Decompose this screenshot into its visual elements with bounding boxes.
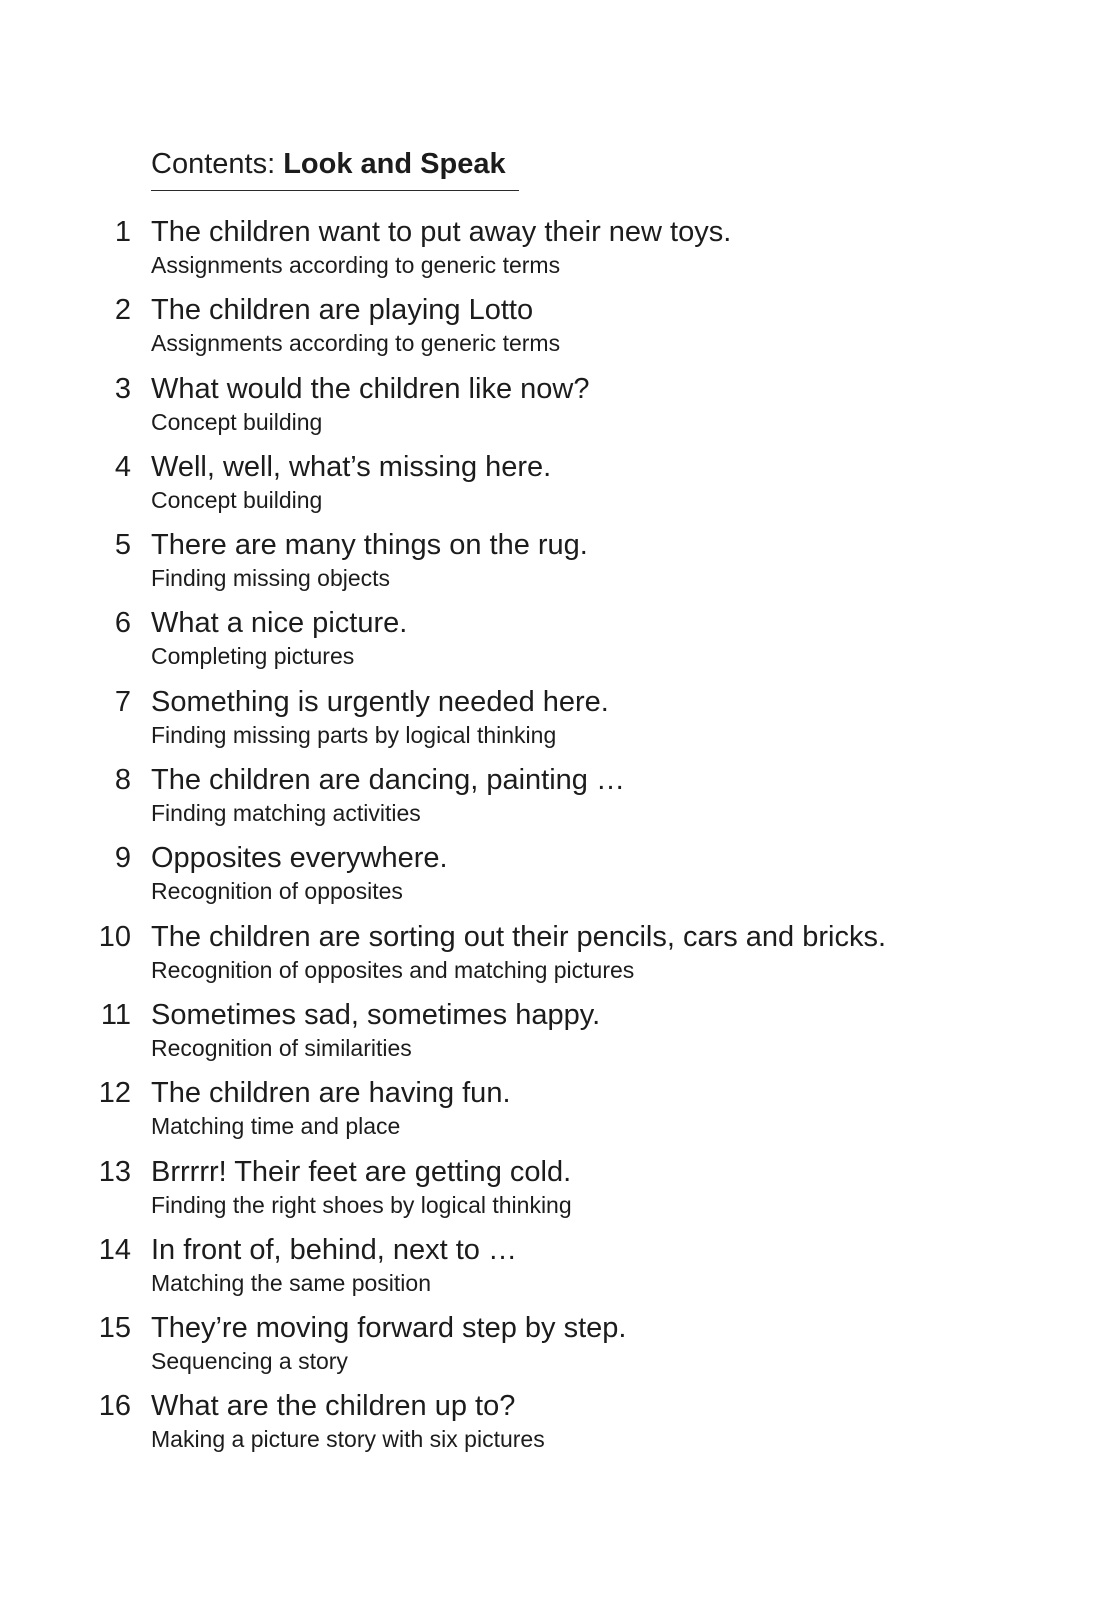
toc-entry (0, 1308, 1102, 1386)
toc-entry (0, 1386, 1102, 1464)
toc-entry (0, 603, 1102, 681)
entry-subtitle: Finding missing objects (151, 565, 391, 592)
toc-entry (0, 1152, 1102, 1230)
toc-entry (0, 212, 1102, 290)
entry-title: The children are having fun. (151, 1077, 511, 1110)
entry-number: 9 (114, 842, 131, 875)
entry-number: 3 (114, 372, 131, 405)
toc-entry (0, 525, 1102, 603)
entry-subtitle: Sequencing a story (151, 1348, 348, 1375)
entry-number: 15 (98, 1312, 131, 1345)
toc-entry (0, 447, 1102, 525)
entry-number: 13 (98, 1155, 131, 1188)
toc-entry (0, 995, 1102, 1073)
entry-title: Brrrrr! Their feet are getting cold. (151, 1155, 572, 1188)
entry-title: Well, well, what’s missing here. (151, 450, 552, 483)
entry-subtitle: Completing pictures (151, 643, 355, 670)
table-of-contents (0, 212, 1102, 1465)
heading-title: Look and Speak (283, 148, 506, 180)
entry-subtitle: Assignments according to generic terms (151, 252, 561, 278)
entry-subtitle: Recognition of similarities (151, 1034, 412, 1061)
entry-subtitle: Finding missing parts by logical thinking (151, 721, 557, 748)
entry-subtitle: Recognition of opposites and matching pictures (151, 956, 635, 983)
toc-entry (0, 1230, 1102, 1308)
entry-number: 14 (98, 1233, 131, 1266)
entry-number: 10 (98, 920, 131, 953)
entry-subtitle: Matching the same position (151, 1269, 431, 1296)
heading-prefix: Contents: (151, 148, 276, 180)
entry-title: They’re moving forward step by step. (151, 1312, 627, 1345)
entry-subtitle: Making a picture story with six pictures (151, 1426, 545, 1453)
contents-heading (151, 146, 519, 191)
entry-title: What a nice picture. (151, 607, 408, 640)
entry-number: 4 (114, 450, 131, 483)
entry-number: 11 (100, 998, 131, 1031)
entry-number: 7 (114, 685, 131, 718)
entry-title: The children are sorting out their pencils, cars and bricks. (151, 920, 887, 953)
entry-subtitle: Finding matching activities (151, 800, 421, 827)
toc-entry (0, 682, 1102, 760)
entry-title: What are the children up to? (151, 1390, 516, 1423)
entry-title: Opposites everywhere. (151, 842, 448, 875)
toc-entry (0, 917, 1102, 995)
entry-title: Something is urgently needed here. (151, 685, 609, 718)
entry-subtitle: Recognition of opposites (151, 878, 403, 905)
entry-title: What would the children like now? (151, 372, 590, 405)
entry-title: In front of, behind, next to … (151, 1233, 517, 1266)
entry-number: 5 (114, 529, 131, 562)
entry-number: 6 (114, 607, 131, 640)
entry-subtitle: Concept building (151, 486, 323, 513)
toc-entry (0, 290, 1102, 368)
toc-entry (0, 1073, 1102, 1151)
entry-title: There are many things on the rug. (151, 529, 588, 562)
toc-entry (0, 838, 1102, 916)
entry-title: The children are playing Lotto (151, 294, 534, 327)
entry-subtitle: Matching time and place (151, 1113, 401, 1140)
toc-entry (0, 369, 1102, 447)
entry-title: The children are dancing, painting … (151, 764, 625, 797)
entry-subtitle: Concept building (151, 408, 323, 435)
entry-number: 16 (98, 1390, 131, 1423)
toc-entry (0, 760, 1102, 838)
entry-subtitle: Assignments according to generic terms (151, 330, 561, 357)
entry-number: 1 (114, 216, 131, 248)
entry-title: Sometimes sad, sometimes happy. (151, 998, 601, 1031)
entry-number: 12 (98, 1077, 131, 1110)
entry-subtitle: Finding the right shoes by logical thinking (151, 1191, 572, 1218)
entry-number: 8 (114, 764, 131, 797)
entry-title: The children want to put away their new toys. (151, 216, 732, 248)
entry-number: 2 (114, 294, 131, 327)
